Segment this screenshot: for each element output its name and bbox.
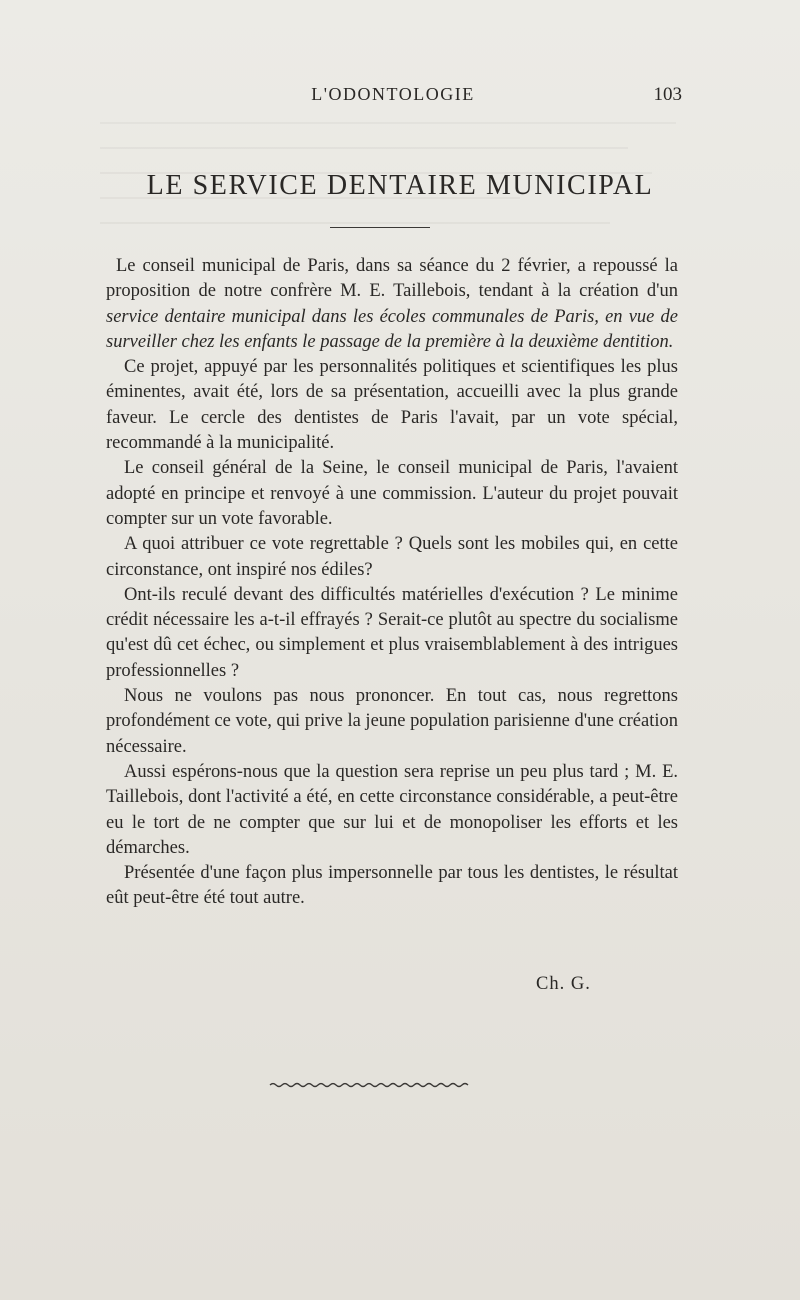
paragraph-3: Le conseil général de la Seine, le conseil municipal de Paris, l'avaient adopté en principe et renvoyé à une commission. L'auteur du projet pouvait compter sur un vote favorable.	[106, 458, 678, 529]
paragraph-1	[106, 254, 678, 355]
paragraph-1-lead: Le conseil municipal de Paris, dans sa séance du 2 février, a repoussé la proposition de notre confrère M. E. Taillebois, tendant à la création d'un	[106, 256, 678, 302]
signature: Ch. G.	[536, 974, 591, 994]
paragraph-5: Ont-ils reculé devant des difficultés matérielles d'exécution ? Le minime crédit nécessaire les a-t-il effrayés ? Serait-ce plutôt au spectre du socialisme qu'est dû cet échec, ou simplement et plus vraisemblablement à des intrigues professionnelles ?	[106, 584, 678, 681]
paragraph-1-italic: service dentaire municipal dans les écoles communales de Paris, en vue de surveiller chez les enfants le passage de la première à la deuxième dentition.	[106, 306, 678, 352]
article-title: LE SERVICE DENTAIRE MUNICIPAL	[146, 170, 654, 201]
paragraph-8: Présentée d'une façon plus impersonnelle par tous les dentistes, le résultat eût peut-être été tout autre.	[106, 863, 678, 909]
paragraph-2: Ce projet, appuyé par les personnalités politiques et scientifiques les plus éminentes, avait été, lors de sa présentation, accueilli avec la plus grande faveur. Le cercle des dentistes de Paris l'avait, par un vote spécial, recommandé à la municipalité.	[106, 357, 678, 454]
title-rule	[330, 227, 430, 228]
paragraph-7: Aussi espérons-nous que la question sera reprise un peu plus tard ; M. E. Taillebois, dont l'activité a été, en cette circonstance considérable, a peut-être eu le tort de ne compter que sur lui et de monopoliser les efforts et les démarches.	[106, 761, 678, 858]
paragraph-4: A quoi attribuer ce vote regrettable ? Quels sont les mobiles qui, en cette circonstance, ont inspiré nos édiles?	[106, 534, 678, 580]
end-ornament	[268, 1081, 472, 1089]
running-header	[0, 84, 800, 114]
article-body	[106, 254, 678, 912]
page-number: 103	[653, 84, 682, 105]
running-title: L'ODONTOLOGIE	[311, 84, 475, 104]
paragraph-6: Nous ne voulons pas nous prononcer. En tout cas, nous regrettons profondément ce vote, qui prive la jeune population parisienne d'une création nécessaire.	[106, 686, 679, 757]
